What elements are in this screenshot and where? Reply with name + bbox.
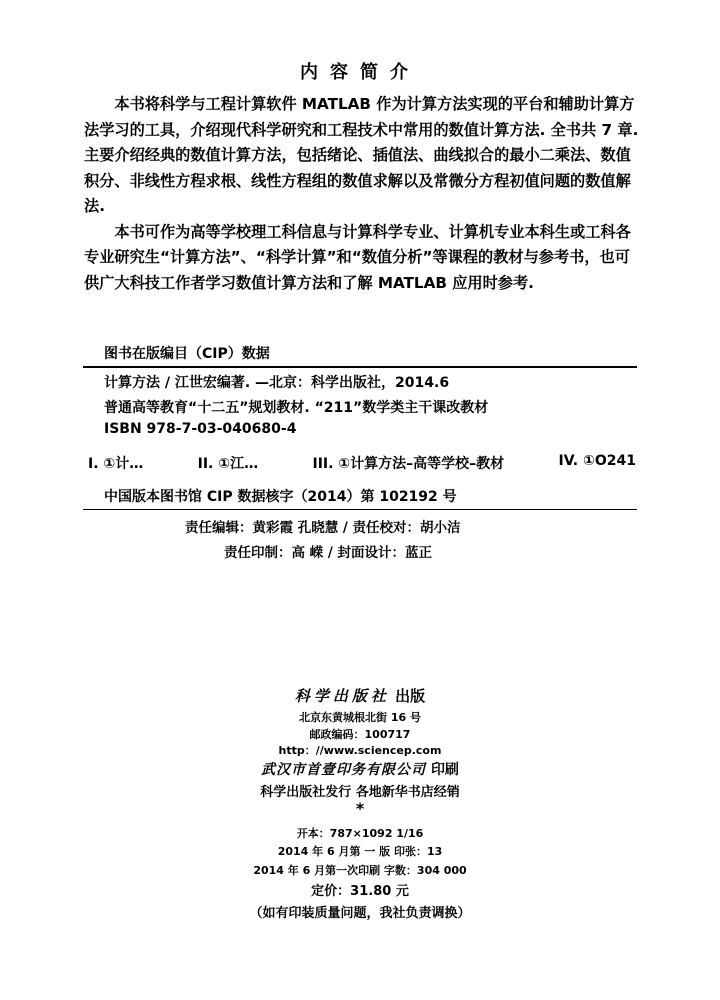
intro-title: 内容简介 bbox=[300, 62, 420, 83]
cip-class-4: IV. ①O241 bbox=[558, 453, 636, 469]
intro-abstract bbox=[84, 92, 644, 296]
edition-line: 2014 年 6 月第 一 版 印张：13 bbox=[277, 845, 443, 858]
printer-name: 武汉市首壹印务有限公司 bbox=[261, 762, 427, 778]
printer-role: 印刷 bbox=[430, 762, 459, 778]
intro-paragraph-2: 本书可作为高等学校理工科信息与计算科学专业、计算机专业本科生或工科各专业研究生“计算方法”、“科学计算”和“数值分析”等课程的教材与参考书，也可供广大科技工作者学习数值计算方法和了解 MATLAB 应用时参考. bbox=[84, 222, 631, 292]
format-line: 开本：787×1092 1/16 bbox=[296, 827, 424, 840]
divider-asterisk: * bbox=[355, 799, 365, 818]
cip-class-3: III. ①计算方法–高等学校–教材 bbox=[312, 456, 505, 472]
price-line: 定价：31.80 元 bbox=[311, 884, 409, 899]
distribution-line: 科学出版社发行 各地新华书店经销 bbox=[260, 785, 460, 800]
credits-line-2: 责任印制：高 嵘 / 封面设计：蓝正 bbox=[224, 545, 433, 561]
credits-line-1: 责任编辑：黄彩霞 孔晓慧 / 责任校对：胡小洁 bbox=[185, 520, 461, 536]
cip-bottom-rule bbox=[83, 509, 637, 510]
notice-line: （如有印装质量问题，我社负责调换） bbox=[249, 906, 471, 921]
cip-series-line: 普通高等教育“十二五”规划教材. “211”数学类主干课改教材 bbox=[104, 400, 489, 416]
publisher-role: 出版 bbox=[395, 687, 426, 705]
cip-class-1: I. ①计… bbox=[88, 456, 144, 472]
printer-line bbox=[0, 759, 720, 779]
publisher-postcode: 邮政编码：100717 bbox=[309, 728, 411, 741]
cip-record-line: 计算方法 / 江世宏编著. —北京：科学出版社，2014.6 bbox=[104, 375, 450, 391]
intro-paragraph-1: 本书将科学与工程计算软件 MATLAB 作为计算方法实现的平台和辅助计算方法学习的工具，介绍现代科学研究和工程技术中常用的数值计算方法. 全书共 7 章. 主要介绍经典的数值计算方法，包括绪论、插值法、曲线拟合的最小二乘法、数值积分、非线性方程求根、线性方程组的数值求解以及常微分方程初值问题的数值解法. bbox=[84, 95, 639, 215]
cip-class-2: II. ①江… bbox=[197, 456, 259, 472]
publisher-line bbox=[0, 685, 720, 706]
cip-classification bbox=[88, 453, 636, 473]
cip-heading: 图书在版编目（CIP）数据 bbox=[104, 346, 270, 362]
publisher-logo-text: 科学出版社 bbox=[294, 687, 390, 705]
cip-top-rule bbox=[83, 366, 637, 368]
printing-line: 2014 年 6 月第一次印刷 字数：304 000 bbox=[253, 864, 467, 877]
publisher-address: 北京东黄城根北街 16 号 bbox=[299, 711, 421, 724]
cip-isbn-line: ISBN 978-7-03-040680-4 bbox=[104, 421, 297, 437]
cip-approval-line: 中国版本图书馆 CIP 数据核字（2014）第 102192 号 bbox=[104, 489, 457, 505]
publisher-website: http：//www.sciencep.com bbox=[278, 744, 442, 757]
